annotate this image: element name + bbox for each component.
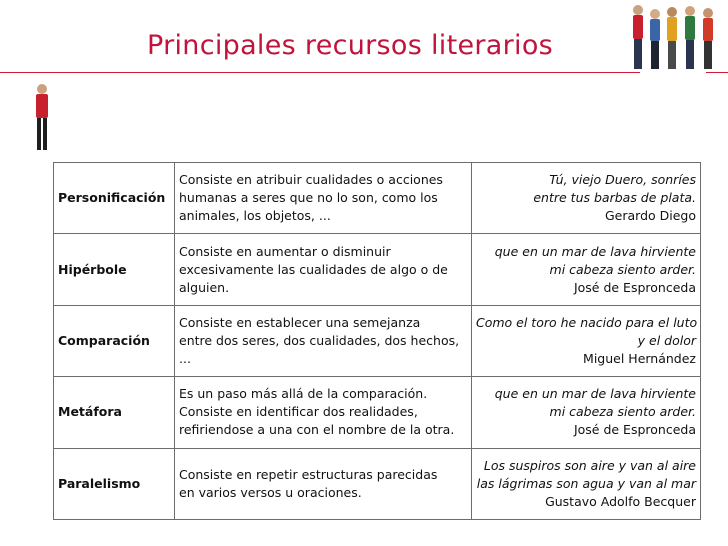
table-row xyxy=(54,163,701,234)
example-author: Gustavo Adolfo Becquer xyxy=(545,493,696,509)
example-verse: mi cabeza siento arder. xyxy=(549,261,696,277)
example-verse: las lágrimas son agua y van al mar xyxy=(476,475,696,491)
example-verse: Como el toro he nacido para el luto xyxy=(476,314,698,330)
table-row xyxy=(54,305,701,376)
device-definition xyxy=(175,305,472,376)
definition-line: humanas a seres que no lo son, como los xyxy=(179,190,438,206)
example-author: José de Espronceda xyxy=(573,279,696,295)
definition-line: Es un paso más allá de la comparación. xyxy=(179,386,428,402)
table-row xyxy=(54,377,701,448)
example-author: José de Espronceda xyxy=(573,422,696,438)
device-definition xyxy=(175,377,472,448)
example-verse: que en un mar de lava hirviente xyxy=(494,243,696,259)
device-example xyxy=(472,305,701,376)
definition-line: en varios versos u oraciones. xyxy=(179,484,362,500)
definition-line: entre dos seres, dos cualidades, dos hechos, xyxy=(179,332,460,348)
group-of-students-illustration xyxy=(628,2,728,74)
example-verse: Los suspiros son aire y van al aire xyxy=(483,457,696,473)
device-definition xyxy=(175,448,472,519)
example-verse: Tú, viejo Duero, sonríes xyxy=(549,172,696,188)
device-name: Metáfora xyxy=(54,377,175,448)
table-row xyxy=(54,234,701,305)
example-author: Gerardo Diego xyxy=(604,208,696,224)
table-row xyxy=(54,448,701,519)
definition-line: Consiste en identificar dos realidades, xyxy=(179,404,418,420)
definition-line: Consiste en repetir estructuras parecidas xyxy=(179,466,438,482)
device-definition xyxy=(175,163,472,234)
student-figure-illustration xyxy=(30,82,54,154)
device-example xyxy=(472,234,701,305)
device-example xyxy=(472,448,701,519)
device-example xyxy=(472,163,701,234)
definition-line: Consiste en atribuir cualidades o acciones xyxy=(179,172,443,188)
definition-line: animales, los objetos, ... xyxy=(179,208,331,224)
example-verse: y el dolor xyxy=(637,332,696,348)
device-name: Comparación xyxy=(54,305,175,376)
example-author: Miguel Hernández xyxy=(583,350,696,366)
definition-line: alguien. xyxy=(179,279,230,295)
definition-line: Consiste en establecer una semejanza xyxy=(179,314,421,330)
definition-line: ... xyxy=(179,350,191,366)
device-name: Hipérbole xyxy=(54,234,175,305)
example-verse: que en un mar de lava hirviente xyxy=(494,386,696,402)
device-definition xyxy=(175,234,472,305)
definition-line: Consiste en aumentar o disminuir xyxy=(179,243,391,259)
definition-line: refiriendose a una con el nombre de la otra. xyxy=(179,422,455,438)
device-name: Personificación xyxy=(54,163,175,234)
device-example xyxy=(472,377,701,448)
title-divider xyxy=(0,72,640,73)
example-verse: mi cabeza siento arder. xyxy=(549,404,696,420)
example-verse: entre tus barbas de plata. xyxy=(533,190,696,206)
literary-devices-table xyxy=(53,162,701,520)
definition-line: excesivamente las cualidades de algo o de xyxy=(179,261,448,277)
device-name: Paralelismo xyxy=(54,448,175,519)
page-title: Principales recursos literarios xyxy=(146,30,554,61)
